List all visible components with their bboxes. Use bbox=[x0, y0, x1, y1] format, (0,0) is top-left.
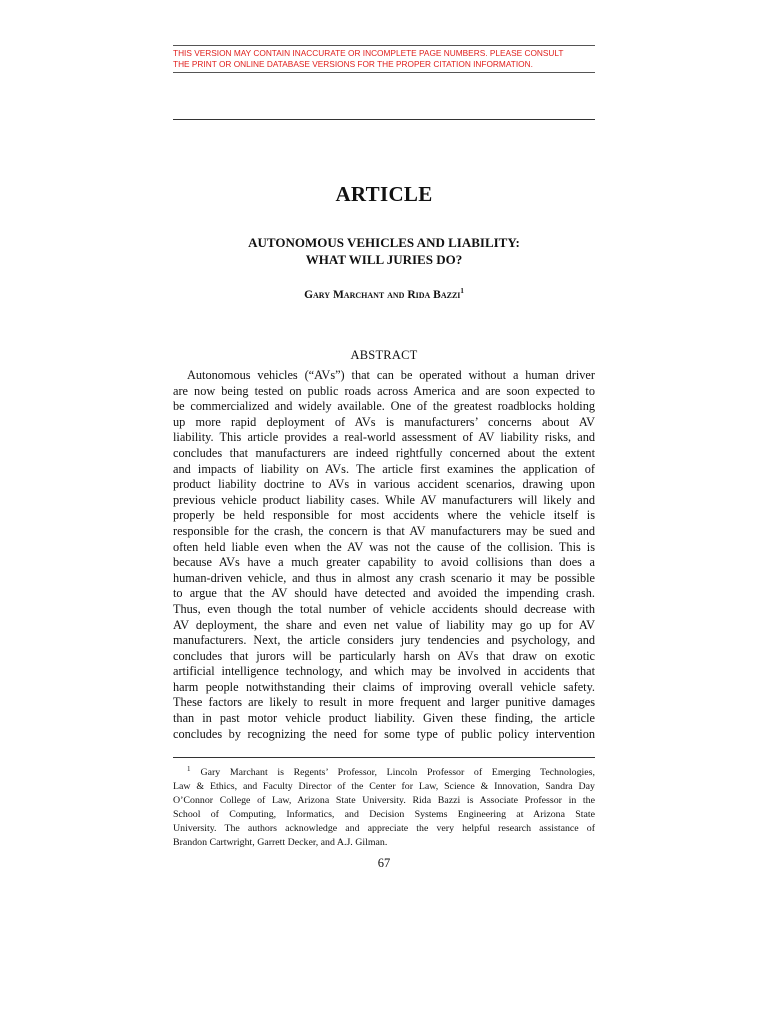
abstract-heading: ABSTRACT bbox=[350, 348, 418, 362]
citation-notice-line-1: THIS VERSION MAY CONTAIN INACCURATE OR INCOMPLETE PAGE NUMBERS. PLEASE CONSULT bbox=[173, 48, 564, 58]
header-divider bbox=[173, 119, 595, 120]
abstract-line: previous vehicle product liability cases. While AV manufacturers will likely and bbox=[173, 492, 595, 507]
footnote-line bbox=[173, 780, 595, 794]
author-footnote-mark[interactable]: 1 bbox=[460, 287, 464, 296]
abstract-line: artificial intelligence technology, and which may be involved in accidents that bbox=[173, 664, 595, 679]
citation-notice-line-2: THE PRINT OR ONLINE DATABASE VERSIONS FOR THE PROPER CITATION INFORMATION. bbox=[173, 59, 533, 69]
footnote-divider bbox=[173, 757, 595, 758]
article-title-line-1: AUTONOMOUS VEHICLES AND LIABILITY: bbox=[248, 235, 520, 250]
author-byline bbox=[173, 287, 595, 303]
abstract-line: Autonomous vehicles (“AVs”) that can be operated without a human driver bbox=[187, 368, 595, 382]
author-names: Gary Marchant and Rida Bazzi bbox=[304, 289, 461, 301]
footnote-line-text: Law & Ethics, and Faculty Director of the Center for Law, Science & Innovation, Sandra Day bbox=[173, 781, 595, 792]
abstract-line: concludes by recognizing the need for some type of public policy intervention bbox=[173, 726, 595, 741]
article-title bbox=[173, 234, 595, 268]
abstract-line: concludes that manufacturers are indeed rightfully concerned about the extent bbox=[173, 445, 595, 460]
abstract-line: manufacturers. Next, the article considers jury tendencies and psychology, and bbox=[173, 633, 595, 648]
abstract-line: responsible for the crash, the concern is that AV manufacturers may be sued and bbox=[173, 523, 595, 538]
footnote-line-text: School of Computing, Informatics, and Decision Systems Engineering at Arizona State bbox=[173, 809, 595, 820]
abstract-line: be commercialized and widely available. One of the greatest roadblocks holding bbox=[173, 399, 595, 414]
footnote-mark: 1 bbox=[187, 764, 191, 773]
abstract-line: Thus, even though the total number of vehicle accidents should decrease with bbox=[173, 601, 595, 616]
abstract-body bbox=[173, 368, 595, 742]
footnote-line-text: Gary Marchant is Regents’ Professor, Lincoln Professor of Emerging Technologies, bbox=[200, 767, 595, 778]
abstract-line: liability. This article provides a real-world assessment of AV liability risks, and bbox=[173, 430, 595, 445]
footnote-line-text: O’Connor College of Law, Arizona State University. Rida Bazzi is Associate Professor in the bbox=[173, 795, 595, 806]
abstract-line: product liability doctrine to AVs in various accident scenarios, drawing upon bbox=[173, 477, 595, 492]
abstract-line: and impacts of liability on AVs. The article first examines the application of bbox=[173, 461, 595, 476]
abstract-line: than in past motor vehicle product liability. Given these finding, the article bbox=[173, 711, 595, 726]
footnote-line bbox=[173, 808, 595, 822]
article-title-line-2: WHAT WILL JURIES DO? bbox=[305, 252, 463, 267]
footnote-line-text: University. The authors acknowledge and appreciate the very helpful research assistance of bbox=[173, 823, 595, 834]
footnote-line bbox=[173, 766, 595, 780]
abstract-line: concludes that jurors will be particularly harsh on AVs that draw on exotic bbox=[173, 648, 595, 663]
footnote-line bbox=[173, 822, 595, 836]
footnote bbox=[173, 766, 595, 850]
page-number: 67 bbox=[377, 856, 391, 870]
footnote-line-text: Brandon Cartwright, Garrett Decker, and A.J. Gilman. bbox=[173, 837, 388, 848]
citation-notice bbox=[173, 45, 595, 73]
abstract-line: These factors are likely to result in more frequent and larger punitive damages bbox=[173, 695, 595, 710]
abstract-line: AV deployment, the share and even net value of liability may go up for AV bbox=[173, 617, 595, 632]
footnote-line bbox=[173, 836, 595, 850]
abstract-line: often held liable even when the AV was not the cause of the collision. This is bbox=[173, 539, 595, 554]
abstract-line: human-driven vehicle, and thus in almost any crash scenario it may be possible bbox=[173, 570, 595, 585]
article-label: ARTICLE bbox=[335, 182, 433, 206]
abstract-line: up more rapid deployment of AVs is manufacturers’ concerns about AV bbox=[173, 414, 595, 429]
abstract-line: harm people notwithstanding their claims of improving overall vehicle safety. bbox=[173, 679, 595, 694]
abstract-line: are now being tested on public roads across America and are soon expected to bbox=[173, 383, 595, 398]
footnote-line bbox=[173, 794, 595, 808]
abstract-line: because AVs have a much greater capability to avoid collisions than does a bbox=[173, 555, 595, 570]
abstract-line: properly be held responsible for most accidents where the vehicle itself is bbox=[173, 508, 595, 523]
abstract-line: to argue that the AV should have detected and avoided the impending crash. bbox=[173, 586, 595, 601]
